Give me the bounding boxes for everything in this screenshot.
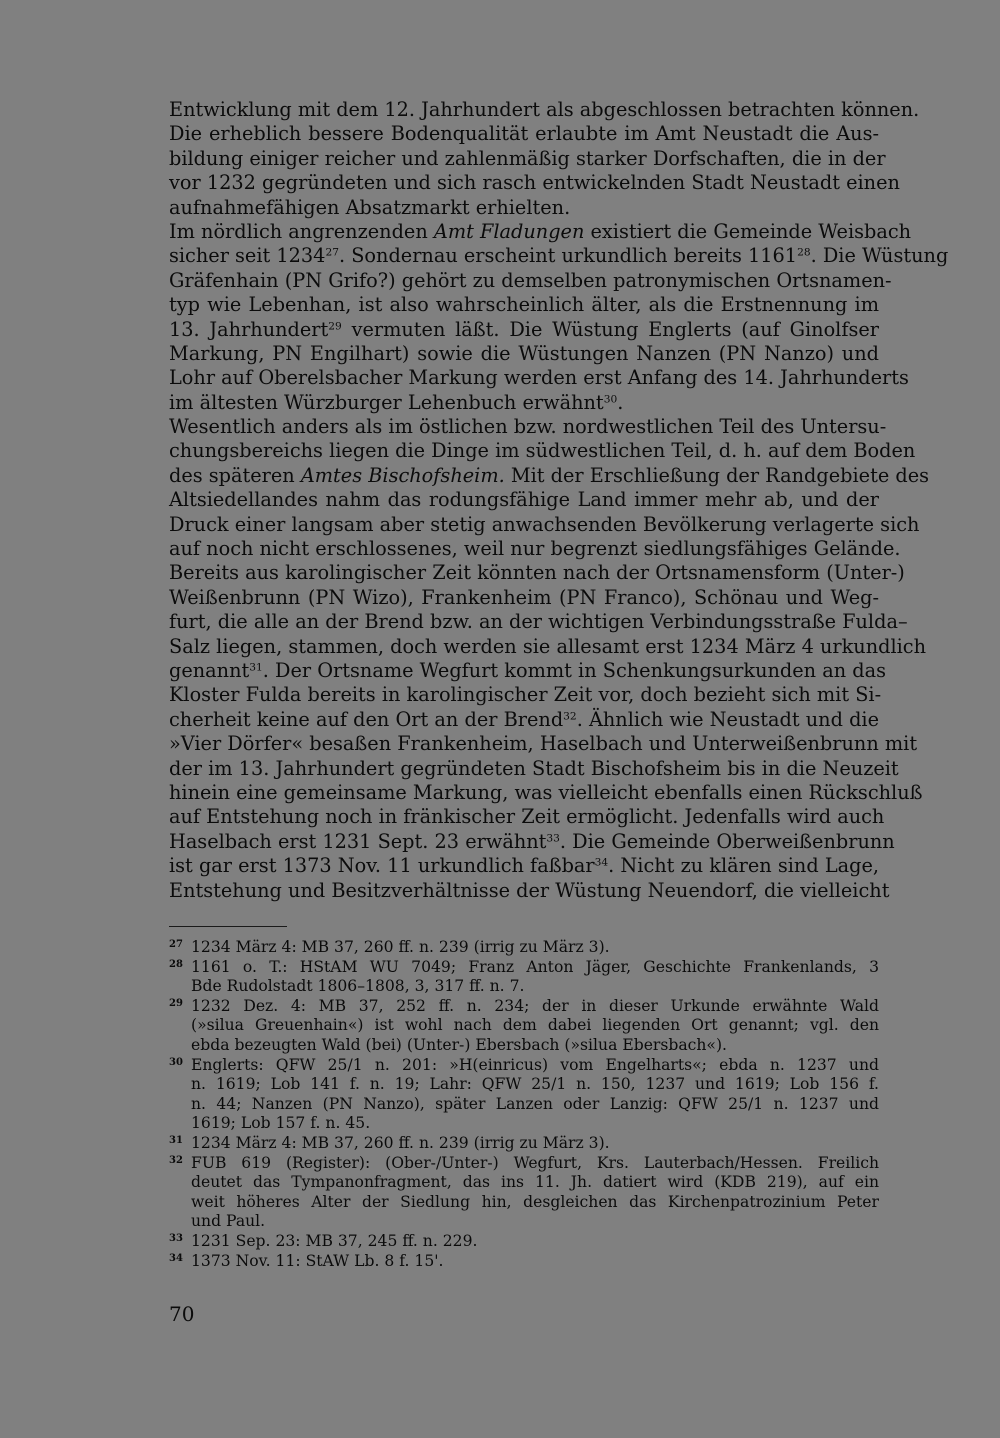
text-line: [169, 122, 879, 146]
text-line: [169, 658, 886, 683]
footnote-line: FUB 619 (Register): (Ober-/Unter-) Wegfurt, Krs. Lauterbach/Hessen. Freilich: [191, 1153, 879, 1172]
text-line: [169, 342, 879, 366]
line-text: vermuten läßt. Die Wüstung Englerts (auf Ginolfser: [341, 317, 880, 341]
footnote-marker: 27: [325, 245, 339, 259]
footnote-line: deutet das Tympanonfragment, das ins 11. Jh. datiert wird (KDB 219), auf ein: [191, 1173, 879, 1192]
text-line: [169, 268, 892, 293]
italic-text: Amtes Bischofsheim.: [300, 463, 505, 487]
line-text: Altsiedellandes nahm das rodungsfähige Land immer mehr ab, und der: [169, 488, 879, 512]
line-text: cherheit keine auf den Ort an der Brend: [169, 707, 564, 731]
footnote-line: 1231 Sep. 23: MB 37, 245 ff. n. 229.: [191, 1231, 478, 1250]
footnote-marker: 33: [546, 831, 560, 845]
text-line: [169, 512, 920, 537]
line-text: . Ähnlich wie Neustadt und die: [576, 707, 879, 731]
footnote: [169, 997, 879, 1056]
footnote-number: 28: [169, 958, 183, 970]
footnote-marker: 28: [797, 245, 811, 259]
line-text: des späteren: [169, 463, 301, 487]
footnote-marker: 29: [328, 319, 342, 333]
footnote: [169, 938, 879, 958]
line-text: . Sondernau erscheint urkundlich bereits 1161: [338, 244, 798, 268]
footnote-line: 1234 März 4: MB 37, 260 ff. n. 239 (irrig zu März 3).: [191, 938, 610, 956]
footnote-line: 1161 o. T.: HStAM WU 7049; Franz Anton Jäger, Geschichte Frankenlands, 3: [191, 957, 879, 976]
text-line: [169, 366, 909, 390]
line-text: der im 13. Jahrhundert gegründeten Stadt Bischofsheim bis in die Neuzeit: [169, 756, 899, 780]
line-text: . Der Ortsname Wegfurt kommt in Schenkungsurkunden an das: [262, 658, 886, 682]
line-text: Salz liegen, stammen, doch werden sie allesamt erst 1234 März 4 urkundlich: [169, 634, 927, 658]
line-text: chungsbereichs liegen die Dinge im südwestlichen Teil, d. h. auf dem Boden: [169, 439, 916, 463]
line-text: hinein eine gemeinsame Markung, was vielleicht ebenfalls einen Rückschluß: [169, 780, 923, 804]
line-text: Druck einer langsam aber stetig anwachsenden Bevölkerung verlagerte sich: [169, 512, 920, 536]
footnote: [169, 1232, 879, 1252]
line-text: sicher seit 1234: [169, 244, 326, 268]
footnote-line: 1234 März 4: MB 37, 260 ff. n. 239 (irrig zu März 3).: [191, 1133, 610, 1152]
footnote-line: weit höheres Alter der Siedlung hin, desgleichen das Kirchenpatrozinium Peter: [191, 1192, 879, 1211]
footnote: [169, 1056, 879, 1134]
line-text: aufnahmefähigen Absatzmarkt erhielten.: [169, 195, 571, 219]
text-line: [169, 293, 879, 317]
text-line: [169, 634, 927, 659]
footnote: [169, 1134, 879, 1154]
text-line: [169, 878, 890, 903]
text-line: [169, 805, 885, 829]
line-text: furt, die alle an der Brend bzw. an der wichtigen Verbindungsstraße Fulda–: [169, 610, 908, 634]
footnote-line: 1619; Lob 157 f. n. 45.: [191, 1114, 371, 1133]
footnote-line: n. 1619; Lob 141 f. n. 19; Lahr: QFW 25/1 n. 150, 1237 und 1619; Lob 156 f.: [191, 1075, 879, 1094]
footnote-marker: 30: [603, 392, 618, 406]
footnote-marker: 31: [249, 660, 263, 674]
footnote-line: 1373 Nov. 11: StAW Lb. 8 f. 15'.: [191, 1251, 444, 1270]
line-text: . Die Wüstung: [810, 244, 949, 268]
footnote-number: 31: [169, 1134, 183, 1146]
text-line: [169, 219, 912, 244]
line-text: existiert die Gemeinde Weisbach: [584, 219, 912, 243]
body-text: [169, 98, 949, 903]
text-line: [169, 586, 879, 610]
footnote: [169, 958, 879, 997]
footnote-line: ebda bezeugten Wald (bei) (Unter-) Ebersbach (»silua Ebersbach«).: [191, 1035, 728, 1054]
line-text: Gräfenhain (PN Grifo?) gehört zu demselben patronymischen Ortsnamen-: [169, 268, 892, 292]
text-line: [169, 829, 895, 854]
footnote-line: Englerts: QFW 25/1 n. 201: »H(einricus) vom Engelharts«; ebda n. 1237 und: [191, 1055, 879, 1074]
line-text: im ältesten Würzburger Lehenbuch erwähnt: [169, 390, 604, 414]
line-text: Entstehung und Besitzverhältnisse der Wüstung Neuendorf, die vielleicht: [169, 878, 890, 902]
line-text: »Vier Dörfer« besaßen Frankenheim, Haselbach und Unterweißenbrunn mit: [169, 732, 918, 756]
text-line: [169, 561, 905, 585]
footnote: [169, 1252, 879, 1272]
page-number: 70: [169, 1302, 195, 1326]
footnote: [169, 1154, 879, 1232]
line-text: bildung einiger reicher und zahlenmäßig starker Dorfschaften, die in der: [169, 146, 886, 170]
line-text: Haselbach erst 1231 Sept. 23 erwähnt: [169, 829, 547, 853]
footnote-number: 30: [169, 1056, 183, 1068]
footnotes: [169, 938, 879, 1271]
line-text: auf Entstehung noch in fränkischer Zeit ermöglicht. Jedenfalls wird auch: [169, 805, 885, 829]
line-text: .: [617, 390, 624, 414]
italic-text: Amt Fladungen: [433, 219, 585, 243]
text-line: [169, 171, 900, 195]
line-text: Die erheblich bessere Bodenqualität erlaubte im Amt Neustadt die Aus-: [169, 122, 879, 146]
footnote-line: und Paul.: [191, 1212, 266, 1231]
text-line: [169, 537, 901, 561]
footnote-number: 32: [169, 1154, 183, 1166]
footnote-number: 29: [169, 997, 183, 1009]
line-text: Lohr auf Oberelsbacher Markung werden erst Anfang des 14. Jahrhunderts: [169, 366, 909, 390]
line-text: Mit der Erschließung der Randgebiete des: [504, 463, 930, 487]
text-line: [169, 415, 887, 439]
line-text: Entwicklung mit dem 12. Jahrhundert als abgeschlossen betrachten können.: [169, 98, 920, 121]
line-text: Wesentlich anders als im östlichen bzw. nordwestlichen Teil des Untersu-: [169, 415, 887, 439]
line-text: ist gar erst 1373 Nov. 11 urkundlich faßbar: [169, 854, 595, 878]
line-text: . Die Gemeinde Oberweißenbrunn: [559, 829, 895, 853]
footnote-line: n. 44; Nanzen (PN Nanzo), später Lanzen oder Lanzig: QFW 25/1 n. 1237 und: [191, 1094, 879, 1113]
footnote-number: 34: [169, 1252, 183, 1264]
footnote-number: 33: [169, 1232, 183, 1244]
text-line: [169, 439, 916, 463]
line-text: typ wie Lebenhan, ist also wahrscheinlich älter, als die Erstnennung im: [169, 293, 879, 317]
line-text: Markung, PN Engilhart) sowie die Wüstungen Nanzen (PN Nanzo) und: [169, 341, 879, 365]
text-line: [169, 683, 882, 707]
text-line: [169, 708, 879, 732]
line-text: Bereits aus karolingischer Zeit könnten nach der Ortsnamensform (Unter-): [169, 561, 905, 585]
text-line: [169, 146, 886, 171]
line-text: genannt: [169, 658, 250, 682]
line-text: auf noch nicht erschlossenes, weil nur begrenzt siedlungsfähiges Gelände.: [169, 537, 901, 561]
line-text: vor 1232 gegründeten und sich rasch entwickelnden Stadt Neustadt einen: [169, 171, 900, 195]
text-line: [169, 610, 908, 634]
footnote-separator: [169, 926, 287, 927]
footnote-line: 1232 Dez. 4: MB 37, 252 ff. n. 234; der in dieser Urkunde erwähnte Wald: [191, 996, 879, 1015]
text-line: [169, 98, 920, 122]
text-line: [169, 488, 879, 512]
line-text: . Nicht zu klären sind Lage,: [608, 854, 879, 878]
footnote-marker: 34: [594, 855, 609, 869]
line-text: Weißenbrunn (PN Wizo), Frankenheim (PN Franco), Schönau und Weg-: [169, 585, 879, 609]
line-text: 13. Jahrhundert: [169, 317, 329, 341]
line-text: Im nördlich angrenzenden: [169, 219, 434, 243]
text-line: [169, 732, 918, 756]
text-line: [169, 391, 879, 415]
text-line: [169, 756, 899, 781]
line-text: Kloster Fulda bereits in karolingischer Zeit vor, doch bezieht sich mit Si-: [169, 683, 882, 707]
footnote-line: (»silua Greuenhain«) ist wohl nach dem dabei liegenden Ort genannt; vgl. den: [191, 1016, 879, 1035]
text-line: [169, 463, 930, 488]
text-line: [169, 780, 923, 805]
text-line: [169, 318, 879, 342]
text-line: [169, 196, 879, 220]
footnote-line: Bde Rudolstadt 1806–1808, 3, 317 ff. n. 7.: [191, 977, 525, 996]
footnote-marker: 32: [563, 709, 577, 723]
footnote-number: 27: [169, 939, 183, 950]
text-line: [169, 244, 949, 268]
text-line: [169, 854, 879, 878]
